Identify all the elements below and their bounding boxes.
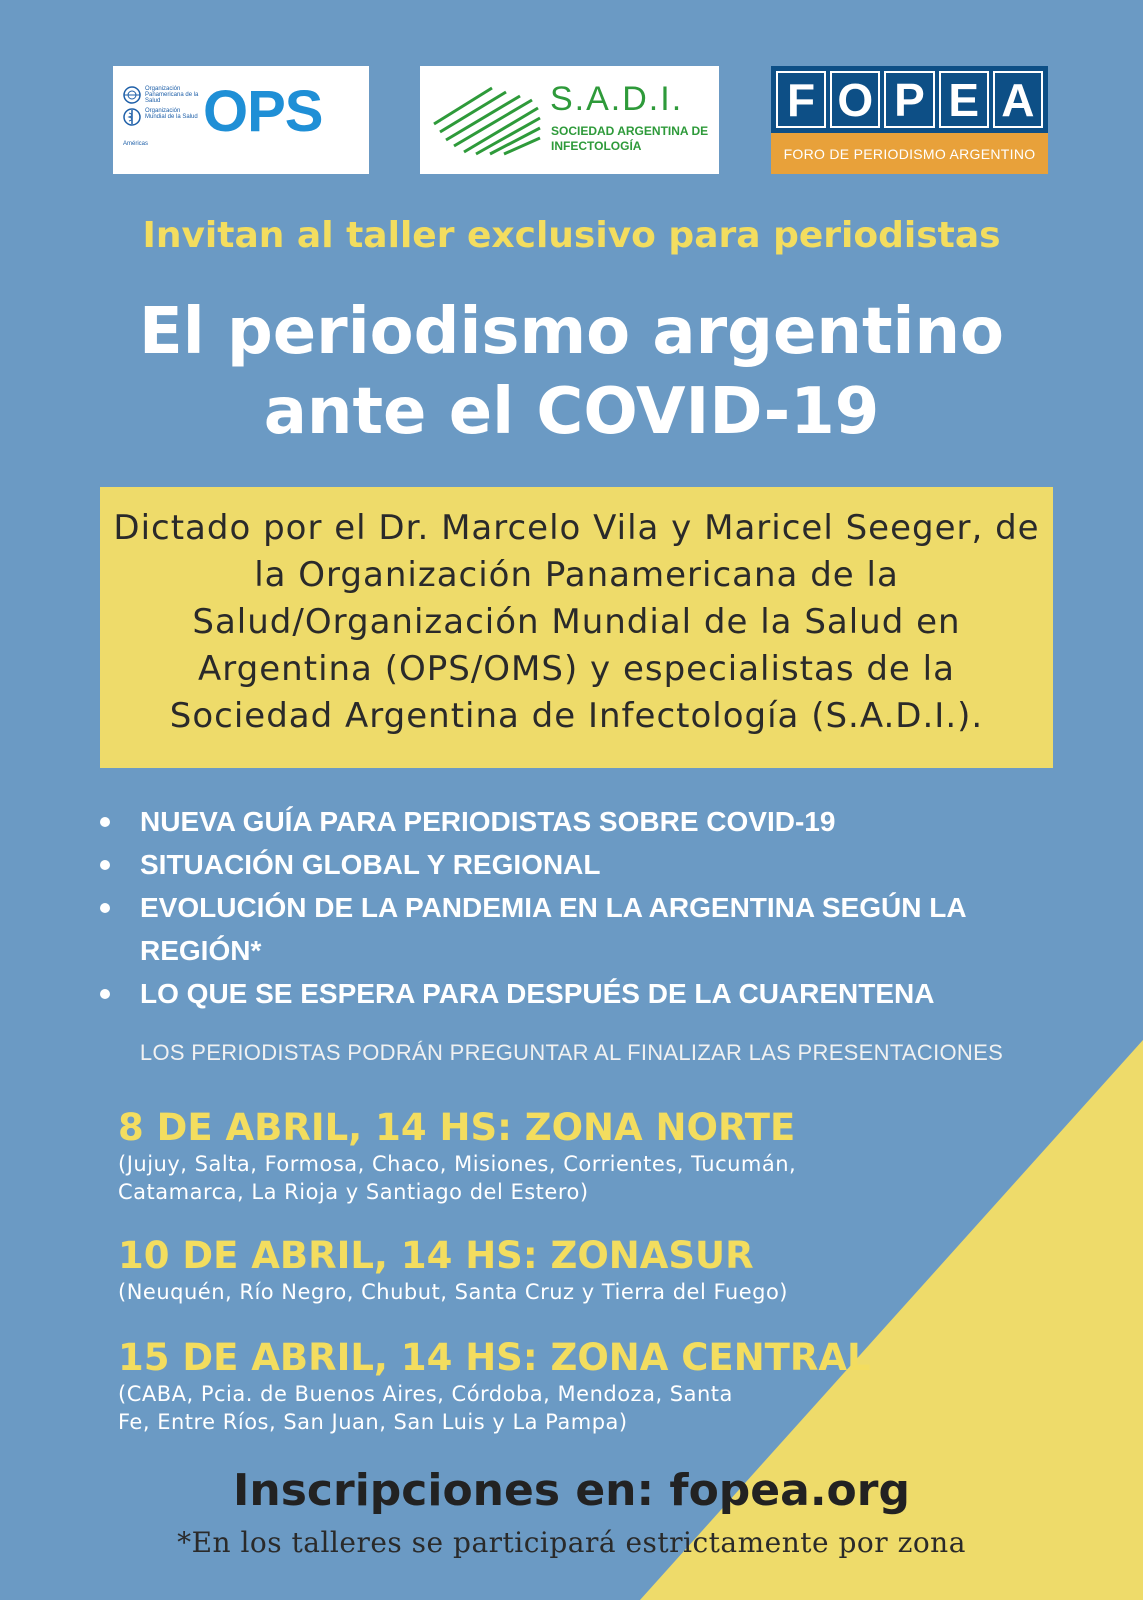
session-heading: 8 DE ABRIL, 14 HS: ZONA NORTE (118, 1106, 796, 1149)
paho-emblem-icon (123, 86, 141, 104)
signup-line: Inscripciones en: fopea.org (233, 1465, 910, 1516)
ops-org-line1: Organización Panamericana de la Salud (145, 86, 199, 104)
topic-text: NUEVA GUÍA PARA PERIODISTAS SOBRE COVID-19 (140, 806, 836, 837)
fopea-letter: P (884, 71, 934, 128)
topic-text: LO QUE SE ESPERA PARA DESPUÉS DE LA CUARENTENA (140, 978, 935, 1009)
bullet-icon (100, 860, 110, 870)
list-item (100, 886, 1040, 972)
title-line-1: El periodismo argentino (139, 295, 1004, 369)
ops-org-line2: Organización Mundial de la Salud (145, 108, 198, 120)
fopea-letter: A (993, 71, 1043, 128)
session-regions: (CABA, Pcia. de Buenos Aires, Córdoba, Mendoza, Santa Fe, Entre Ríos, San Juan, San Luis y La Pampa) (118, 1382, 733, 1434)
title-line-2: ante el COVID-19 (263, 375, 880, 449)
sadi-stripes-icon (432, 84, 542, 156)
session-block (118, 1234, 1018, 1306)
footnote: *En los talleres se participará estrictamente por zona (177, 1526, 966, 1559)
ops-logo (113, 66, 369, 174)
topic-text: SITUACIÓN GLOBAL Y REGIONAL (140, 849, 601, 880)
sadi-subtitle: SOCIEDAD ARGENTINA DE INFECTOLOGÍA (551, 124, 709, 153)
fopea-logo (771, 66, 1048, 174)
session-regions: (Neuquén, Río Negro, Chubut, Santa Cruz y Tierra del Fuego) (118, 1280, 788, 1304)
fopea-letter: O (830, 71, 880, 128)
session-heading: 15 DE ABRIL, 14 HS: ZONA CENTRAL (118, 1336, 871, 1379)
topic-text: EVOLUCIÓN DE LA PANDEMIA EN LA ARGENTINA SEGÚN LA REGIÓN* (140, 892, 966, 966)
session-block (118, 1106, 1018, 1206)
speakers-box (100, 487, 1053, 768)
list-item (100, 843, 1040, 886)
page-title (0, 292, 1143, 452)
sadi-name: S.A.D.I. (550, 80, 684, 118)
bullet-icon (100, 989, 110, 999)
fopea-tagline: FORO DE PERIODISMO ARGENTINO (771, 133, 1048, 174)
who-emblem-icon (123, 108, 141, 126)
session-heading: 10 DE ABRIL, 14 HS: ZONASUR (118, 1234, 754, 1277)
list-item (100, 972, 1040, 1015)
sadi-logo (420, 66, 719, 174)
fopea-letter: F (776, 71, 826, 128)
ops-org-line3: Américas (123, 141, 149, 147)
session-block (118, 1336, 1018, 1436)
fopea-letters (771, 66, 1048, 133)
ops-wordmark: OPS (203, 79, 323, 144)
bullet-icon (100, 817, 110, 827)
speakers-text: Dictado por el Dr. Marcelo Vila y Maricel Seeger, de la Organización Panamericana de la Salud/Organización Mundial de la Salud en Argentina (OPS/OMS) y especialistas de la Sociedad Argentina de Infectología (S.A.D.I.). (113, 508, 1040, 736)
invite-heading: Invitan al taller exclusivo para periodistas (142, 215, 1001, 256)
bullet-icon (100, 903, 110, 913)
list-item (100, 800, 1040, 843)
fopea-letter: E (939, 71, 989, 128)
topics-list (100, 800, 1040, 1015)
session-regions: (Jujuy, Salta, Formosa, Chaco, Misiones, Corrientes, Tucumán, Catamarca, La Rioja y Santiago del Estero) (118, 1152, 797, 1204)
questions-note: LOS PERIODISTAS PODRÁN PREGUNTAR AL FINALIZAR LAS PRESENTACIONES (139, 1040, 1004, 1065)
ops-emblems (123, 86, 203, 149)
